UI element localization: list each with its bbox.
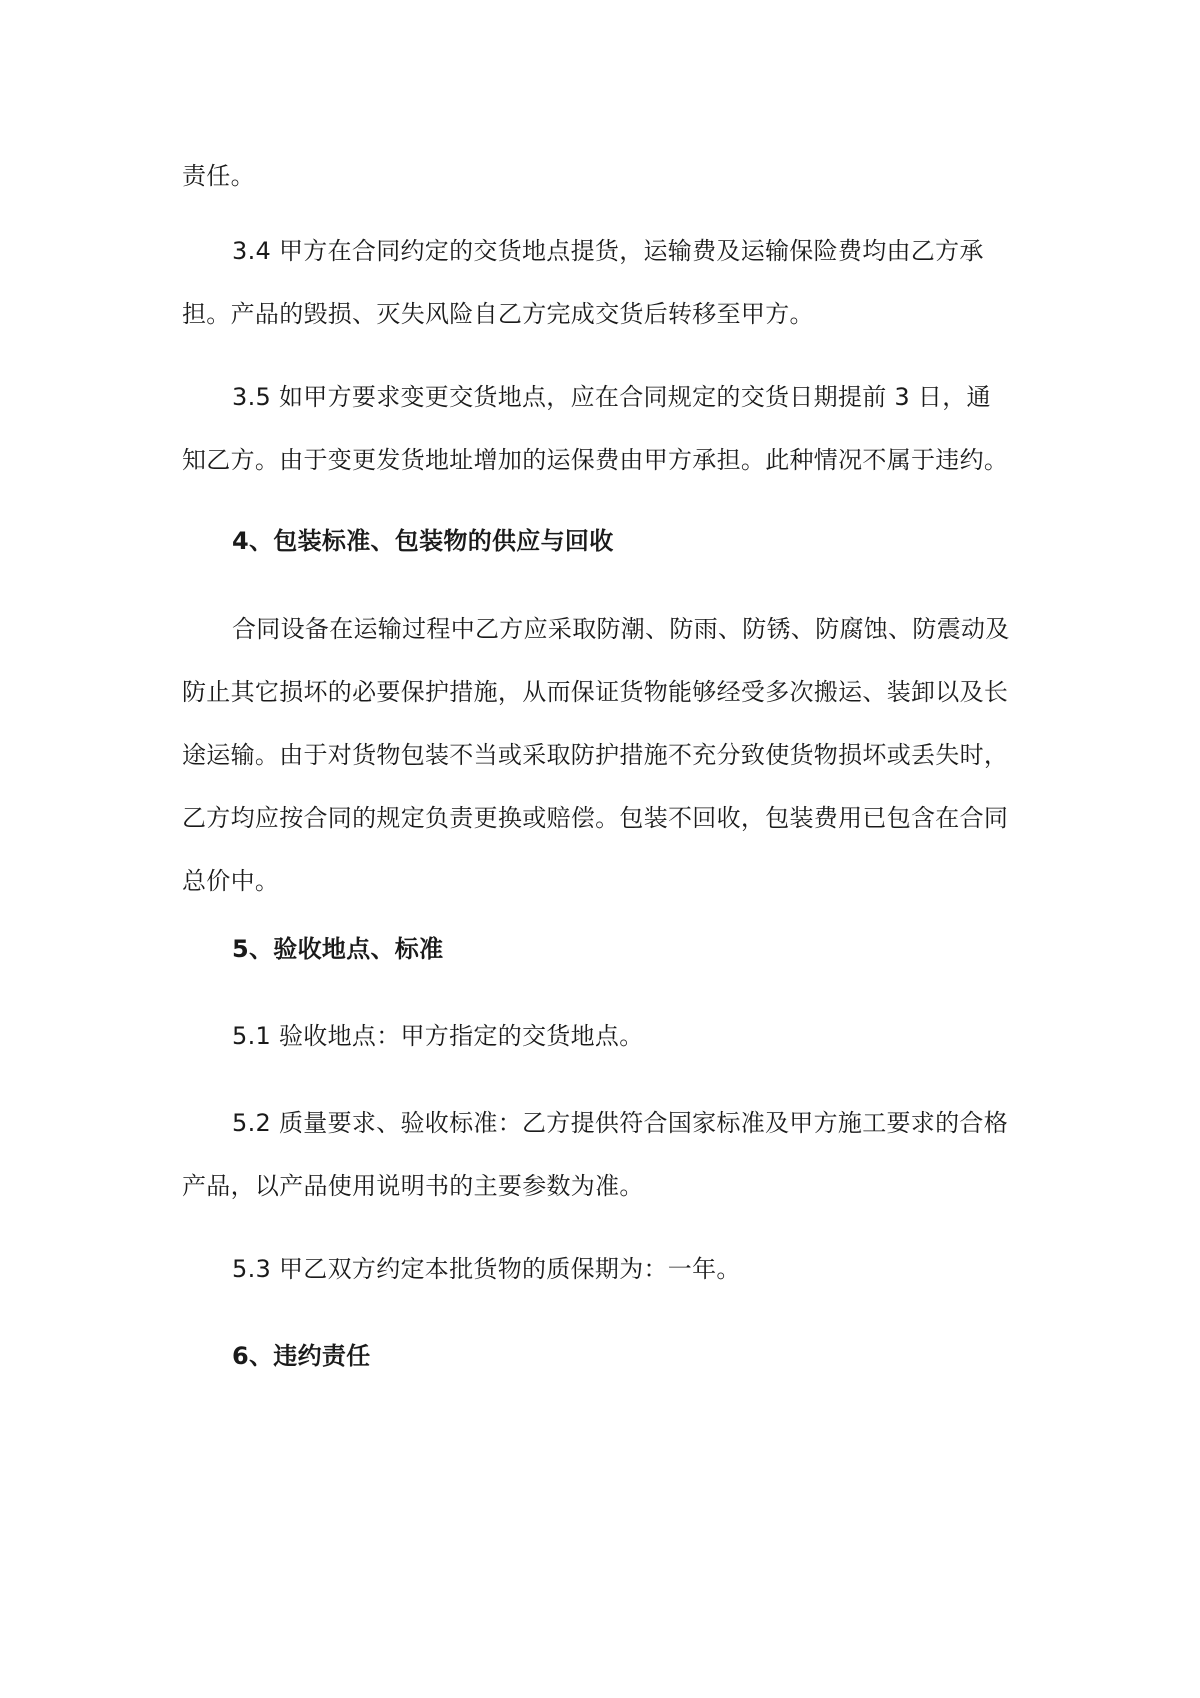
paragraph-5-1: 5.1 验收地点：甲方指定的交货地点。 [232,1022,644,1050]
paragraph-5-2: 5.2 质量要求、验收标准：乙方提供符合国家标准及甲方施工要求的合格产品，以产品使用说明书的主要参数为准。 [182,1109,1008,1200]
paragraph-3-4: 3.4 甲方在合同约定的交货地点提货，运输费及运输保险费均由乙方承担。产品的毁损、灭失风险自乙方完成交货后转移至甲方。 [182,237,984,328]
paragraph-continuation: 责任。 [182,162,255,190]
paragraph-4: 合同设备在运输过程中乙方应采取防潮、防雨、防锈、防腐蚀、防震动及防止其它损坏的必要保护措施，从而保证货物能够经受多次搬运、装卸以及长途运输。由于对货物包装不当或采取防护措施不充分致使货物损坏或丢失时，乙方均应按合同的规定负责更换或赔偿。包装不回收，包装费用已包含在合同总价中。 [182,615,1010,895]
section-heading-6: 6、违约责任 [232,1342,371,1370]
paragraph-5-3: 5.3 甲乙双方约定本批货物的质保期为：一年。 [232,1255,741,1283]
paragraph-3-5: 3.5 如甲方要求变更交货地点，应在合同规定的交货日期提前 3 日，通知乙方。由于变更发货地址增加的运保费由甲方承担。此种情况不属于违约。 [182,383,1009,474]
section-heading-4: 4、包装标准、包装物的供应与回收 [232,527,614,555]
section-heading-5: 5、验收地点、标准 [232,935,444,963]
